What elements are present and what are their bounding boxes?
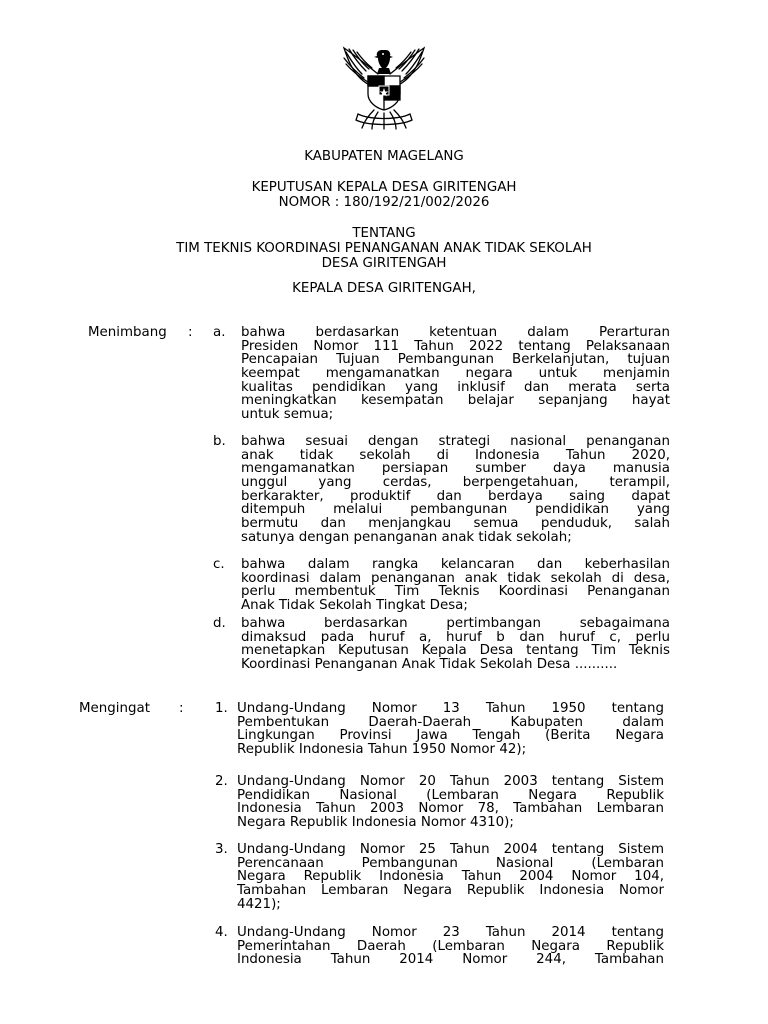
text-line: 4421); bbox=[237, 896, 281, 912]
text-line: Koordinasi Penanganan Anak Tidak Sekolah Desa .......... bbox=[241, 657, 618, 673]
text-line: Pemerintahan Daerah (Lembaran Negara Republik bbox=[237, 938, 664, 954]
text-line: bermutu dan menjangkau semua penduduk, salah bbox=[241, 516, 670, 532]
mengingat-marker-1: 1. bbox=[215, 701, 228, 716]
text-line: Undang-Undang Nomor 25 Tahun 2004 tentang Sistem bbox=[237, 842, 664, 857]
mengingat-marker-4: 4. bbox=[215, 925, 228, 940]
text-line: Negara Republik Indonesia Tahun 2004 Nomor 104, bbox=[237, 869, 664, 885]
text-line: Tambahan Lembaran Negara Republik Indonesia Nomor bbox=[237, 883, 664, 899]
menimbang-colon: : bbox=[188, 325, 193, 340]
menimbang-marker-b: b. bbox=[213, 434, 226, 449]
text-line: Undang-Undang Nomor 20 Tahun 2003 tentang Sistem bbox=[237, 774, 664, 789]
decree-title: KEPUTUSAN KEPALA DESA GIRITENGAH bbox=[251, 180, 517, 195]
garuda-emblem-icon bbox=[338, 44, 430, 130]
menimbang-marker-c: c. bbox=[213, 557, 225, 572]
text-line: Undang-Undang Nomor 23 Tahun 2014 tentang bbox=[237, 925, 664, 940]
mengingat-label: Mengingat bbox=[79, 701, 150, 716]
text-line: satunya dengan penanganan anak tidak sekolah; bbox=[241, 529, 572, 545]
menimbang-label: Menimbang bbox=[88, 325, 167, 340]
text-line: Anak Tidak Sekolah Tingkat Desa; bbox=[241, 598, 468, 614]
text-line: unggul yang cerdas, berpengetahuan, terampil, bbox=[241, 475, 670, 491]
text-line: untuk semua; bbox=[241, 407, 334, 423]
subject-line-1: TIM TEKNIS KOORDINASI PENANGANAN ANAK TIDAK SEKOLAH bbox=[176, 241, 592, 256]
text-line: anak tidak sekolah di Indonesia Tahun 2020, bbox=[241, 447, 670, 463]
text-line: Indonesia Tahun 2014 Nomor 244, Tambahan bbox=[237, 952, 664, 968]
text-line: keempat mengamanatkan negara untuk menjamin bbox=[241, 366, 670, 382]
text-line: Perencanaan Pembangunan Nasional (Lembaran bbox=[237, 855, 664, 871]
decree-number: NOMOR : 180/192/21/002/2026 bbox=[278, 195, 490, 210]
subject-line-2: DESA GIRITENGAH bbox=[321, 256, 447, 271]
mengingat-item-3 bbox=[237, 843, 664, 911]
authority-line: KEPALA DESA GIRITENGAH, bbox=[292, 281, 476, 296]
text-line: Presiden Nomor 111 Tahun 2022 tentang Pelaksanaan bbox=[241, 338, 670, 354]
text-line: bahwa sesuai dengan strategi nasional penanganan bbox=[241, 434, 670, 449]
text-line: koordinasi dalam penanganan anak tidak sekolah di desa, bbox=[241, 570, 670, 586]
mengingat-marker-2: 2. bbox=[215, 774, 228, 789]
menimbang-item-b bbox=[241, 435, 670, 545]
text-line: kualitas pendidikan yang inklusif dan merata serta bbox=[241, 379, 670, 395]
text-line: Republik Indonesia Tahun 1950 Nomor 42); bbox=[237, 742, 527, 758]
regency-title: KABUPATEN MAGELANG bbox=[304, 149, 464, 164]
text-line: perlu membentuk Tim Teknis Koordinasi Penanganan bbox=[241, 584, 670, 600]
mengingat-item-4 bbox=[237, 926, 664, 967]
text-line: dimaksud pada huruf a, huruf b dan huruf c, perlu bbox=[241, 629, 670, 645]
menimbang-item-a bbox=[241, 326, 670, 422]
menimbang-item-c bbox=[241, 558, 670, 613]
text-line: bahwa berdasarkan pertimbangan sebagaimana bbox=[241, 616, 670, 631]
text-line: bahwa berdasarkan ketentuan dalam Perarturan bbox=[241, 325, 670, 340]
menimbang-marker-d: d. bbox=[213, 616, 226, 631]
text-line: berkarakter, produktif dan berdaya saing dapat bbox=[241, 488, 670, 504]
text-line: Lingkungan Provinsi Jawa Tengah (Berita Negara bbox=[237, 728, 664, 744]
text-line: Pendidikan Nasional (Lembaran Negara Republik bbox=[237, 787, 664, 803]
text-line: bahwa dalam rangka kelancaran dan keberhasilan bbox=[241, 557, 670, 572]
mengingat-colon: : bbox=[179, 701, 184, 716]
menimbang-marker-a: a. bbox=[213, 325, 226, 340]
text-line: Undang-Undang Nomor 13 Tahun 1950 tentang bbox=[237, 701, 664, 716]
text-line: ditempuh melalui pembangunan pendidikan yang bbox=[241, 502, 670, 518]
text-line: Pembentukan Daerah-Daerah Kabupaten dalam bbox=[237, 714, 664, 730]
text-line: Negara Republik Indonesia Nomor 4310); bbox=[237, 815, 514, 831]
text-line: menetapkan Keputusan Kepala Desa tentang Tim Teknis bbox=[241, 643, 670, 659]
text-line: Pencapaian Tujuan Pembangunan Berkelanjutan, tujuan bbox=[241, 352, 670, 368]
mengingat-item-2 bbox=[237, 775, 664, 830]
text-line: Indonesia Tahun 2003 Nomor 78, Tambahan Lembaran bbox=[237, 801, 664, 817]
mengingat-item-1 bbox=[237, 702, 664, 757]
text-line: mengamanatkan persiapan sumber daya manusia bbox=[241, 461, 670, 477]
about-label: TENTANG bbox=[352, 226, 416, 241]
text-line: meningkatkan kesempatan belajar sepanjang hayat bbox=[241, 393, 670, 409]
menimbang-item-d bbox=[241, 617, 670, 672]
mengingat-marker-3: 3. bbox=[215, 842, 228, 857]
